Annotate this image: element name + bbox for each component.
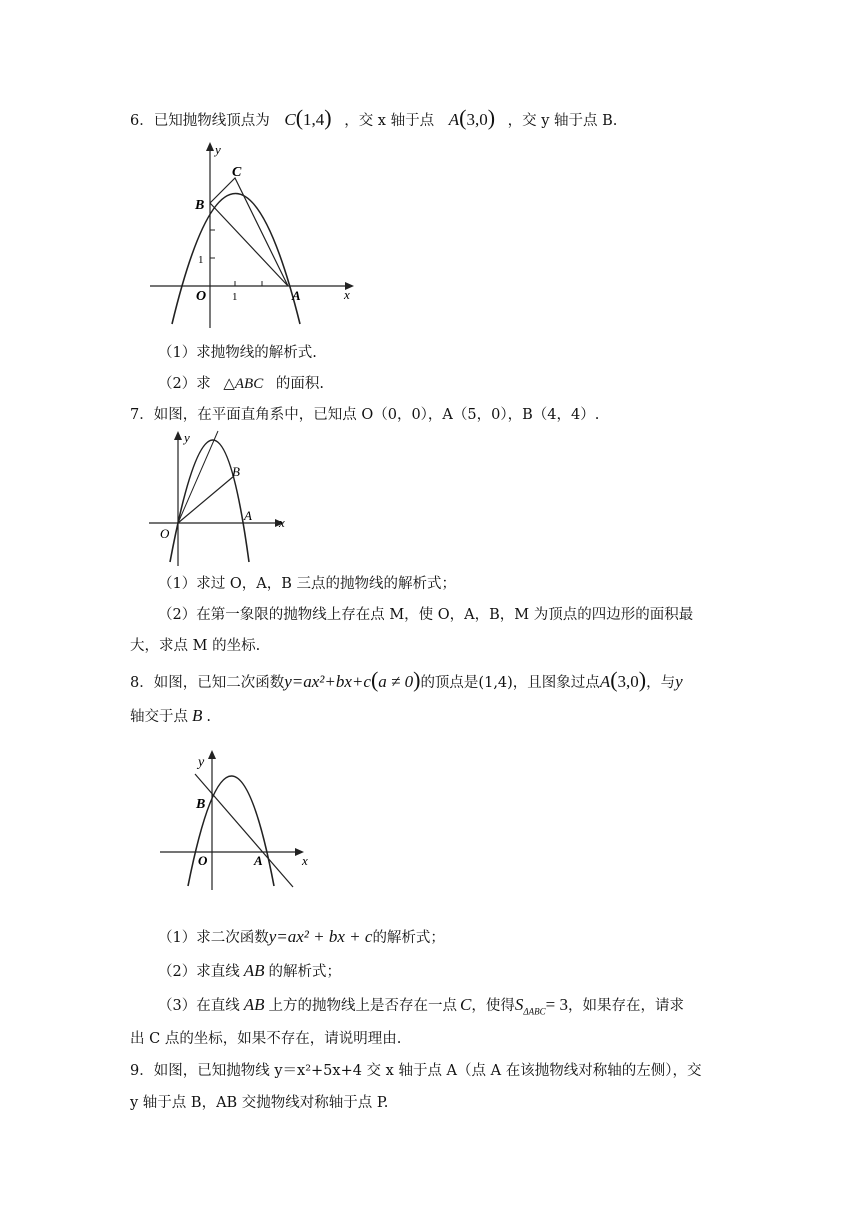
- q6-point-c: C(1,4): [284, 105, 332, 130]
- q6-label-x: x: [344, 287, 350, 302]
- q8-statement-line1: 8．如图，已知二次函数y=ax²+bx+c(a ≠ 0)的顶点是(1,4)，且图象过点A(3,0)，与y: [130, 667, 683, 692]
- q7-part1: （1）求过 O，A，B 三点的抛物线的解析式；: [158, 576, 456, 592]
- q8-statement-line2: 轴交于点 B .: [130, 706, 211, 725]
- q6-label-a: A: [292, 288, 301, 303]
- q7-label-y: y: [184, 430, 190, 445]
- q6-y-arrow-icon: [206, 142, 214, 151]
- q6-label-c: C: [232, 165, 242, 180]
- q6-label-x-one: 1: [232, 291, 238, 303]
- q7-part2-line2: 大，求点 M 的坐标.: [130, 638, 261, 654]
- q8-label-a: A: [254, 853, 263, 868]
- q7-statement: 7．如图，在平面直角系中，已知点 O（0，0），A（5，0），B（4，4）.: [130, 407, 600, 423]
- q7-label-x: x: [279, 515, 285, 530]
- q6-figure: [145, 140, 365, 332]
- q6-part1: （1）求抛物线的解析式.: [158, 345, 317, 361]
- q8-part3-line1: （3）在直线 AB 上方的抛物线上是否存在一点 C，使得$S_{\Delta ABC}= 3$，如果存在，请求: [158, 995, 684, 1017]
- q8-label-b: B: [196, 797, 206, 812]
- q6-label-y: y: [215, 142, 221, 157]
- q6-label-b: B: [195, 198, 205, 213]
- q6-mid: ，交 x 轴于点: [344, 113, 435, 129]
- q9-statement-line2: y 轴于点 B，AB 交抛物线对称轴于点 P.: [130, 1095, 389, 1111]
- q7-part2-line1: （2）在第一象限的抛物线上存在点 M，使 O，A，B，M 为顶点的四边形的面积最: [158, 607, 694, 623]
- q6-statement: [130, 105, 618, 131]
- q8-figure: [158, 746, 318, 891]
- q8-function: y=ax²+bx+c: [284, 672, 371, 691]
- q8-line-ab: [195, 774, 293, 887]
- q8-label-y: y: [198, 755, 205, 770]
- q8-part2: （2）求直线 AB 的解析式；: [158, 961, 342, 980]
- q6-point-a: A(3,0): [448, 105, 496, 130]
- q6-tail: ，交 y 轴于点 B.: [507, 113, 618, 129]
- q7-label-b: B: [232, 464, 240, 479]
- q6-parabola: [172, 194, 300, 325]
- q6-number: 6．: [130, 113, 154, 129]
- q8-part3-line2: 出 C 点的坐标，如果不存在，请说明理由.: [130, 1031, 402, 1047]
- q7-parabola: [170, 440, 249, 562]
- q7-label-a: A: [244, 508, 252, 523]
- q7-y-arrow-icon: [174, 431, 182, 440]
- q6-label-o: O: [196, 289, 207, 304]
- q9-statement-line1: 9．如图，已知抛物线 y＝x²+5x+4 交 x 轴于点 A（点 A 在该抛物线对称轴的左侧），交: [130, 1063, 702, 1079]
- q8-label-x: x: [302, 853, 308, 868]
- q8-part1-function: y=ax² + bx + c: [268, 927, 373, 946]
- q6-triangle-abc: [210, 178, 288, 286]
- q6-triangle-label: △ABC: [223, 376, 264, 392]
- q8-label-o: O: [198, 853, 208, 868]
- q7-segment-ob: [178, 476, 234, 523]
- q6-label-y-one: 1: [198, 254, 204, 266]
- q8-area-expression: $S_{\Delta ABC}= 3$: [514, 995, 568, 1017]
- q7-figure: [146, 428, 291, 568]
- q6-part2: （2）求 △ABC 的面积.: [158, 376, 324, 392]
- q7-label-o: O: [160, 526, 170, 541]
- q8-part1: （1）求二次函数y=ax² + bx + c的解析式；: [158, 927, 445, 946]
- q6-lead: 已知抛物线顶点为: [153, 113, 270, 129]
- q8-parabola: [188, 776, 274, 886]
- q8-point-a: A(3,0): [599, 667, 647, 692]
- q8-y-arrow-icon: [208, 750, 216, 759]
